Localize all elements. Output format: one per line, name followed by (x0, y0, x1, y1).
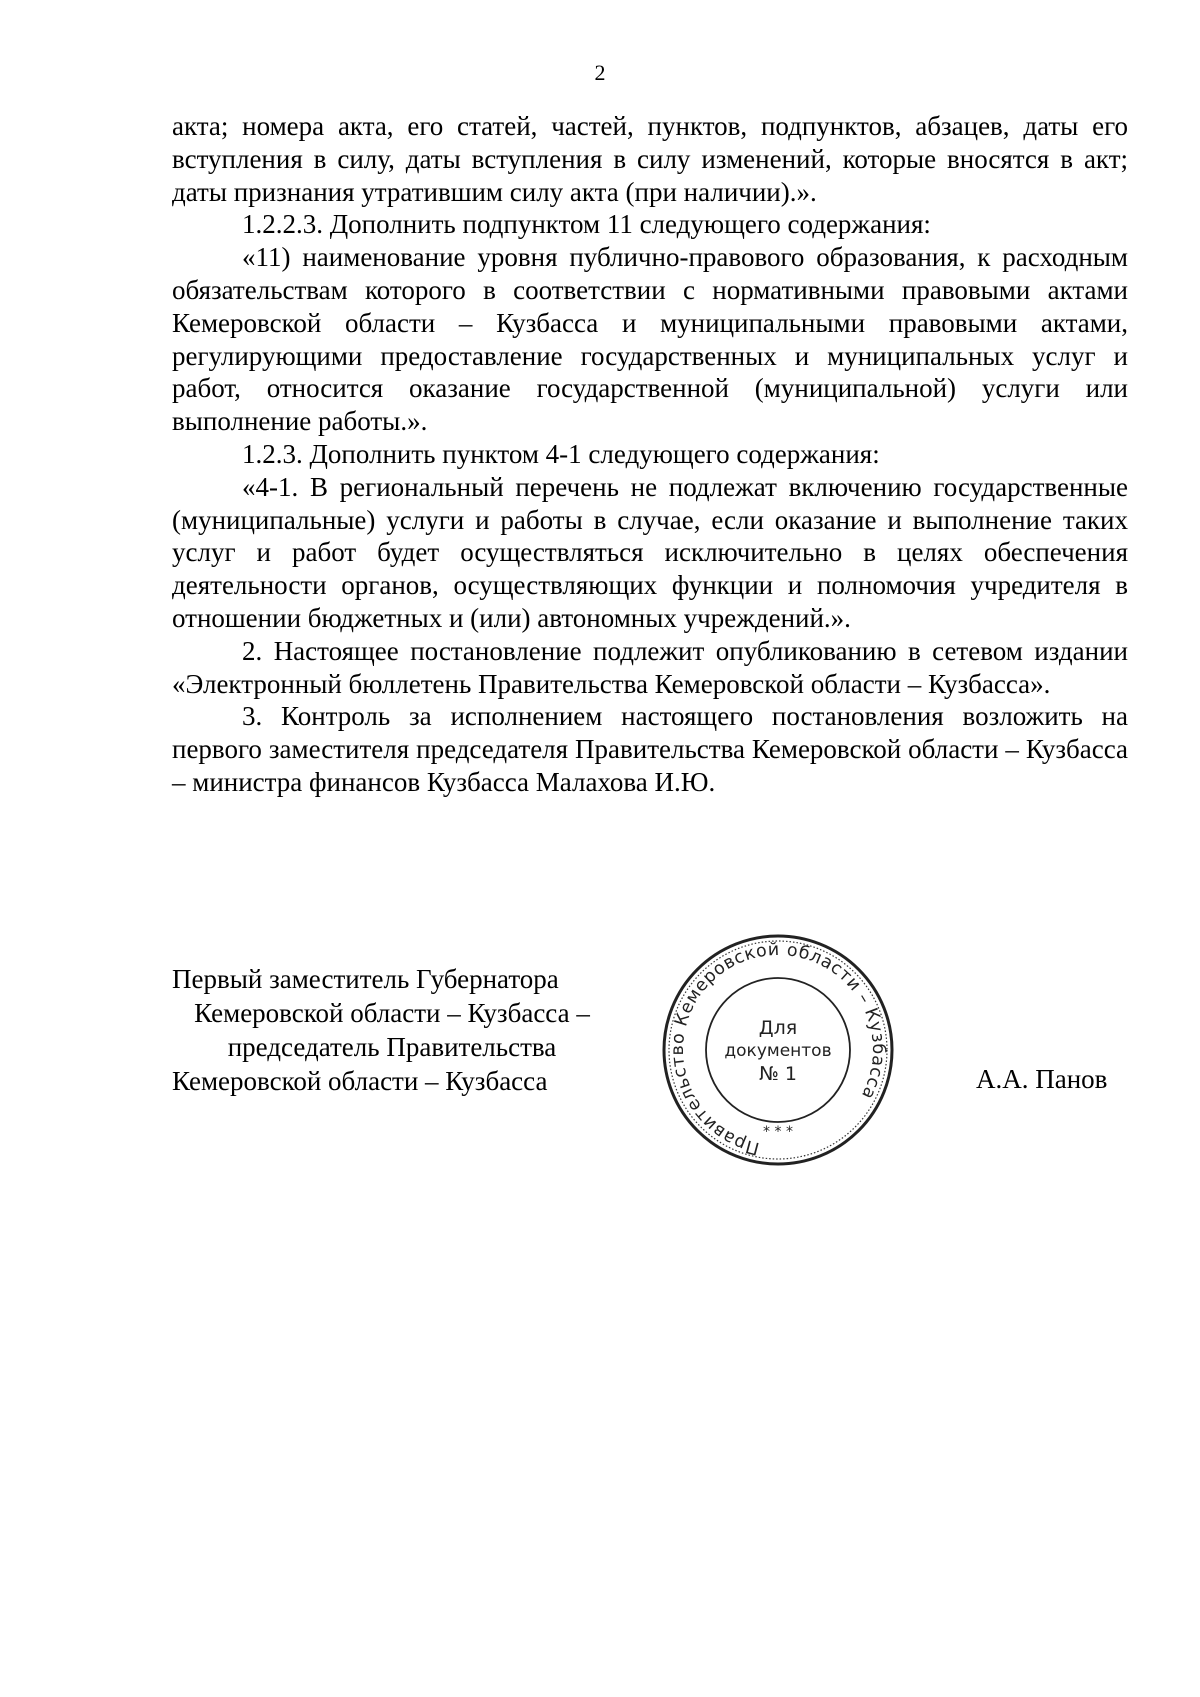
body-paragraph: 2. Настоящее постановление подлежит опубликованию в сетевом издании «Электронный бюллетень Правительства Кемеровской области – Кузбасса». (172, 635, 1128, 699)
body-paragraph: 1.2.2.3. Дополнить подпунктом 11 следующего содержания: (242, 209, 931, 240)
seal-center-line: Для (758, 1017, 798, 1039)
seal-center-line: № 1 (759, 1063, 797, 1085)
seal-graphic (658, 930, 898, 1170)
signatory-position-line: Кемеровской области – Кузбасса – (194, 998, 590, 1028)
body-paragraph: «4-1. В региональный перечень не подлежат включению государственные (муниципальные) услуги и работы в случае, если оказание и выполнение таких услуг и работ будет осуществляться исключительно в целях обеспечения деятельности органов, осуществляющих функции и полномочия учредителя в отношении бюджетных и (или) автономных учреждений.». (172, 471, 1128, 633)
seal-center-line: документов (724, 1041, 832, 1061)
signatory-position-line: Кемеровской области – Кузбасса (172, 1066, 548, 1096)
body-paragraph: 3. Контроль за исполнением настоящего постановления возложить на первого заместителя председателя Правительства Кемеровской области – Кузбасса – министра финансов Кузбасса Малахова И.Ю. (172, 701, 1128, 797)
body-paragraph: «11) наименование уровня публично-правового образования, к расходным обязательствам которого в соответствии с нормативными правовыми актами Кемеровской области – Кузбасса и муниципальными правовыми актами, регулирующими предоставление государственных и муниципальных услуг и работ, относится оказание государственной (муниципальной) услуги или выполнение работы.». (172, 242, 1128, 437)
seal-stars: * * * (763, 1124, 793, 1140)
signatory-position-line: председатель Правительства (227, 1032, 557, 1062)
seal-ring-text: Правительство Кемеровской области – Кузбасса (668, 939, 889, 1159)
page-number: 2 (594, 60, 606, 85)
signatory-position-line: Первый заместитель Губернатора (172, 964, 559, 994)
body-paragraph: 1.2.3. Дополнить пунктом 4-1 следующего содержания: (242, 438, 880, 469)
document-body (172, 110, 1128, 799)
official-seal (658, 930, 898, 1170)
body-paragraph: акта; номера акта, его статей, частей, пунктов, подпунктов, абзацев, даты его вступления в силу, даты вступления в силу изменений, которые вносятся в акт; даты признания утратившим силу акта (при наличии).». (172, 111, 1128, 207)
signatory-position (172, 962, 612, 1098)
signatory-name: А.А. Панов (976, 1064, 1108, 1094)
